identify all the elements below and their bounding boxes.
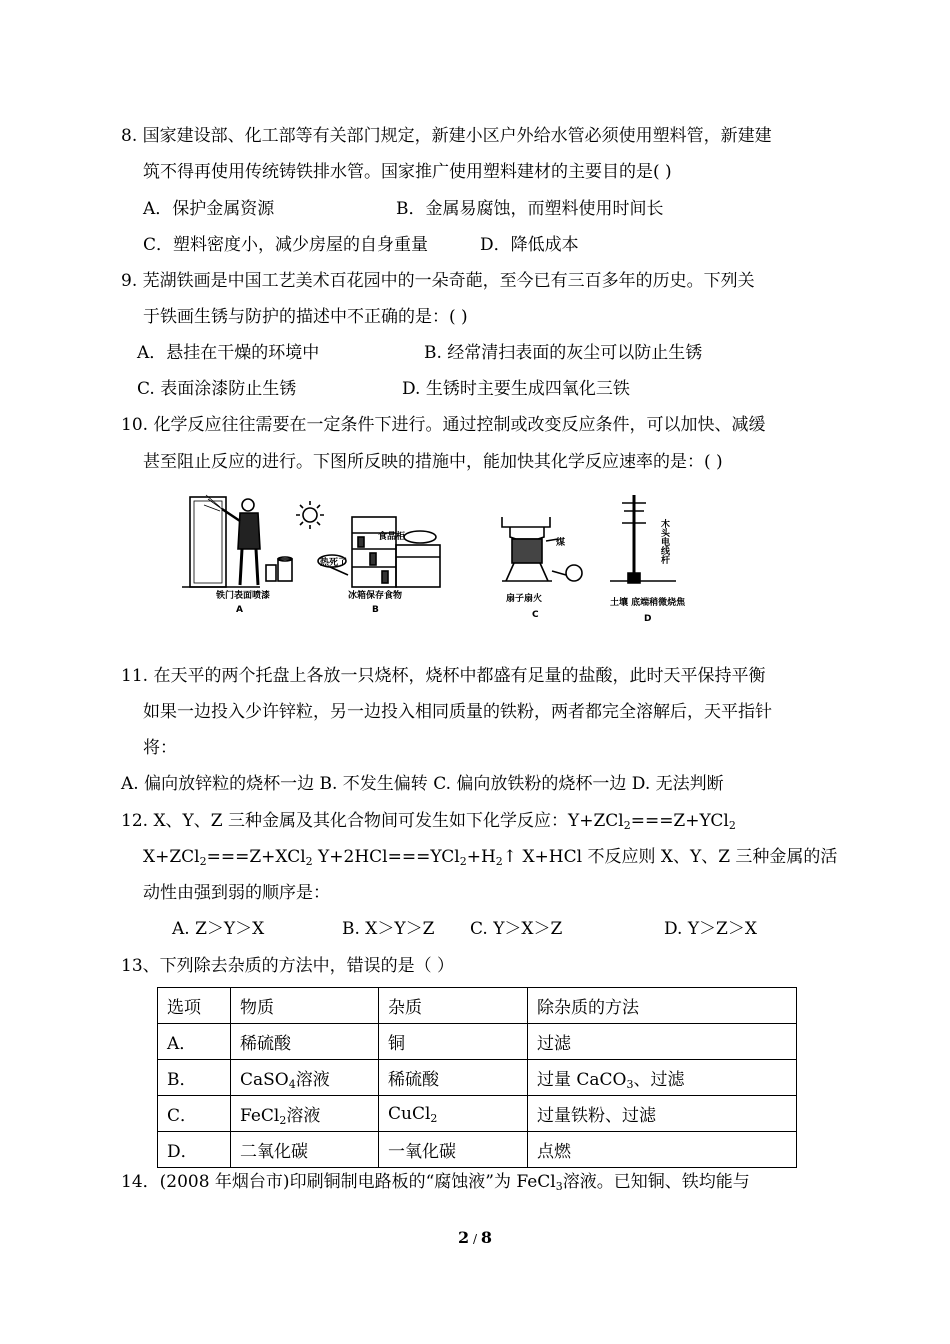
q8-option-a: A．保护金属资源: [143, 199, 275, 219]
table-cell: 二氧化碳: [231, 1132, 379, 1168]
q8-option-d: D．降低成本: [480, 235, 579, 255]
q12-line-2: X+ZCl$_2$===Z+XCl$_2$ $Y+2HCl===YCl_2+H_2↑$ X+HCl 不反应则 X、Y、Z 三种金属的活: [143, 847, 838, 868]
figure-c-caption: 扇子扇火: [506, 594, 543, 604]
q13-title: 13、下列除去杂质的方法中，错误的是（ ）: [121, 956, 455, 976]
q8-option-b: B．金属易腐蚀，而塑料使用时间长: [396, 199, 664, 219]
q13-table: [157, 987, 797, 1168]
q9-option-c: C. 表面涂漆防止生锈: [137, 379, 297, 399]
table-cell: CuCl$_2$: [379, 1096, 528, 1132]
q8-option-c: C．塑料密度小，减少房屋的自身重量: [143, 235, 429, 255]
figure-b-caption: 冰箱保存食物: [348, 591, 403, 601]
q12-option-c: C. Y＞X＞Z: [470, 919, 563, 939]
table-cell: 一氧化碳: [379, 1132, 528, 1168]
figure-a-caption: 铁门表面喷漆: [216, 591, 271, 601]
table-header-cell: 选项: [158, 988, 231, 1024]
q9-line-1: 9. 芜湖铁画是中国工艺美术百花园中的一朵奇葩，至今已有三百多年的历史。下列关: [121, 271, 755, 291]
q12-line-3: 动性由强到弱的顺序是：: [143, 883, 330, 903]
q11-line-2: 如果一边投入少许锌粒，另一边投入相同质量的铁粉，两者都完全溶解后，天平指针: [143, 702, 772, 722]
table-cell: C．: [158, 1096, 231, 1132]
table-cell: D．: [158, 1132, 231, 1168]
table-cell: 过滤: [528, 1024, 797, 1060]
figure-b-letter: B: [372, 605, 379, 615]
q11-line-3: 将：: [143, 738, 177, 758]
figure-a-letter: A: [236, 605, 243, 615]
q10-figure: [180, 487, 700, 632]
table-row: [158, 1060, 797, 1096]
figure-d-label: 木头电线杆: [659, 519, 669, 564]
table-cell: CaSO$_4$溶液: [231, 1060, 379, 1096]
table-cell: FeCl$_2$溶液: [231, 1096, 379, 1132]
q9-option-d: D. 生锈时主要生成四氧化三铁: [402, 379, 630, 399]
q10-line-2: 甚至阻止反应的进行。下图所反映的措施中，能加快其化学反应速率的是：( ): [143, 452, 723, 472]
table-header-cell: 除杂质的方法: [528, 988, 797, 1024]
table-row: [158, 1024, 797, 1060]
table-row: [158, 1096, 797, 1132]
table-header-cell: 杂质: [379, 988, 528, 1024]
figure-b-fridge: [318, 517, 440, 587]
figure-a-iron-door-painting: [182, 495, 292, 587]
table-cell: 稀硫酸: [231, 1024, 379, 1060]
q11-options: A. 偏向放锌粒的烧杯一边 B. 不发生偏转 C. 偏向放铁粉的烧杯一边 D. 无法判断: [121, 774, 724, 794]
q8-line-1: 8. 国家建设部、化工部等有关部门规定，新建小区户外给水管必须使用塑料管，新建建: [121, 126, 772, 146]
figure-d-caption: 土壤 底端稍微烧焦: [610, 598, 686, 608]
q14-line-1: 14．(2008 年烟台市)印刷铜制电路板的“腐蚀液”为 FeCl$_3$溶液。已知铜、铁均能与: [121, 1172, 750, 1193]
table-cell: 铜: [379, 1024, 528, 1060]
q12-option-b: B. X＞Y＞Z: [342, 919, 435, 939]
q10-line-1: 10. 化学反应往往需要在一定条件下进行。通过控制或改变反应条件，可以加快、减缓: [121, 415, 766, 435]
q8-line-2: 筑不得再使用传统铸铁排水管。国家推广使用塑料建材的主要目的是( ): [143, 162, 672, 182]
table-cell: 过量铁粉、过滤: [528, 1096, 797, 1132]
q12-option-a: A. Z＞Y＞X: [172, 919, 265, 939]
table-cell: 过量 CaCO$_3$、过滤: [528, 1060, 797, 1096]
figure-a-bubble: 热死了: [320, 558, 348, 568]
q11-line-1: 11. 在天平的两个托盘上各放一只烧杯，烧杯中都盛有足量的盐酸，此时天平保持平衡: [121, 666, 766, 686]
table-cell: 点燃: [528, 1132, 797, 1168]
table-cell: B．: [158, 1060, 231, 1096]
page-number: 2 / 8: [458, 1228, 492, 1247]
table-cell: A．: [158, 1024, 231, 1060]
q12-option-d: D. Y＞Z＞X: [664, 919, 757, 939]
table-row: [158, 1132, 797, 1168]
table-header-cell: 物质: [231, 988, 379, 1024]
figure-c-letter: C: [532, 610, 539, 620]
figure-d-letter: D: [644, 614, 652, 624]
q9-option-a: A．悬挂在干燥的环境中: [137, 343, 320, 363]
q12-line-1: 12. X、Y、Z 三种金属及其化合物间可发生如下化学反应：Y+ZCl$_2$===Z+YCl$_2$: [121, 811, 736, 832]
q9-line-2: 于铁画生锈与防护的描述中不正确的是：( ): [143, 307, 468, 327]
q9-option-b: B. 经常清扫表面的灰尘可以防止生锈: [424, 343, 703, 363]
figure-b-label: 食品柜: [378, 532, 406, 542]
table-cell: 稀硫酸: [379, 1060, 528, 1096]
sun-icon: [296, 501, 324, 529]
table-header-row: [158, 988, 797, 1024]
figure-c-label: 煤: [556, 538, 566, 548]
figure-c-stove-fan: [502, 517, 582, 581]
